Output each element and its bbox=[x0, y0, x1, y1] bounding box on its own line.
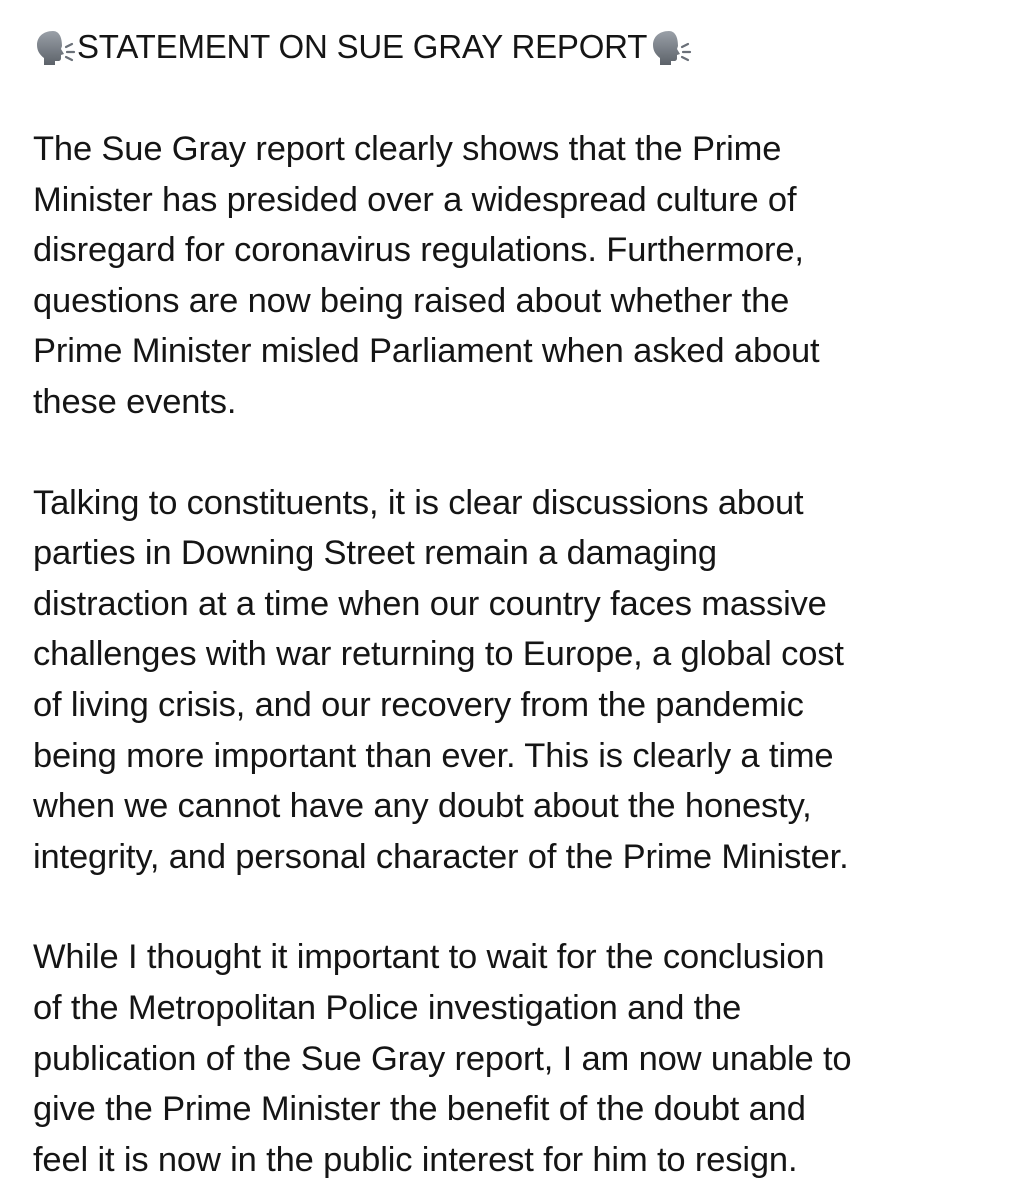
text-line: Talking to constituents, it is clear discussions about bbox=[33, 483, 804, 522]
text-line: give the Prime Minister the benefit of the doubt and bbox=[33, 1090, 806, 1129]
text-line: The Sue Gray report clearly shows that the Prime bbox=[33, 130, 782, 168]
post-title-text: STATEMENT ON SUE GRAY REPORT bbox=[77, 28, 648, 65]
text-line: Prime Minister misled Parliament when asked about bbox=[33, 332, 820, 371]
text-line: Minister has presided over a widespread culture of bbox=[33, 180, 797, 219]
speaking-head-icon bbox=[33, 27, 79, 67]
text-line: publication of the Sue Gray report, I am now unable to bbox=[33, 1039, 852, 1078]
statement-post bbox=[33, 22, 1013, 1185]
text-line: While I thought it important to wait for the conclusion bbox=[33, 938, 825, 977]
speaking-head-icon bbox=[649, 27, 695, 67]
text-line: of the Metropolitan Police investigation and the bbox=[33, 988, 742, 1027]
text-line: when we cannot have any doubt about the honesty, bbox=[33, 787, 812, 826]
text-line: integrity, and personal character of the Prime Minister. bbox=[33, 837, 849, 876]
text-line: these events. bbox=[33, 382, 237, 421]
text-line: disregard for coronavirus regulations. Furthermore, bbox=[33, 231, 804, 270]
post-title bbox=[33, 22, 1013, 72]
text-line: feel it is now in the public interest for him to resign. bbox=[33, 1140, 798, 1179]
text-line: questions are now being raised about whether the bbox=[33, 281, 790, 320]
text-line: distraction at a time when our country faces massive bbox=[33, 584, 827, 623]
text-line: being more important than ever. This is clearly a time bbox=[33, 736, 834, 775]
paragraph-constituents bbox=[33, 478, 1013, 883]
text-line: parties in Downing Street remain a damaging bbox=[33, 534, 717, 573]
paragraph-report-findings bbox=[33, 124, 1013, 428]
text-line: of living crisis, and our recovery from the pandemic bbox=[33, 685, 804, 724]
paragraph-conclusion bbox=[33, 932, 1013, 1185]
text-line: challenges with war returning to Europe, a global cost bbox=[33, 635, 844, 674]
